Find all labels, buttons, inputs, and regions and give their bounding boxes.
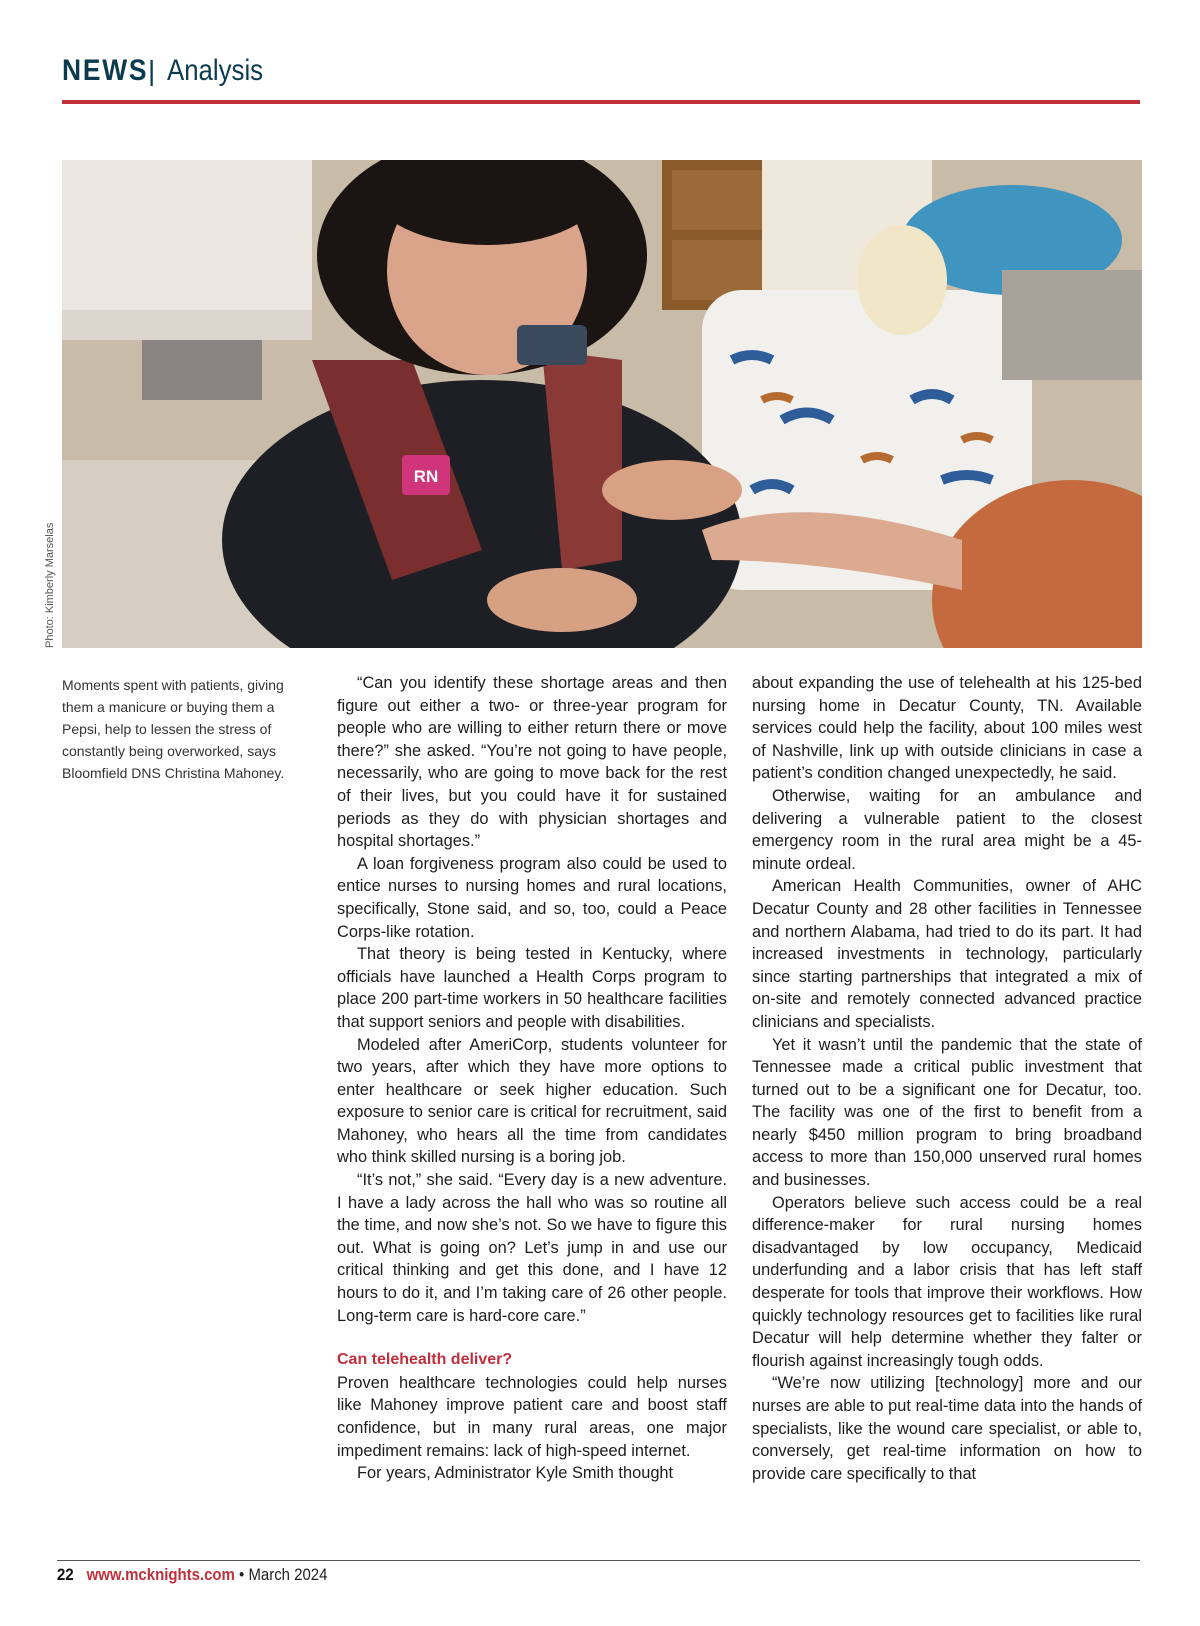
paragraph: “It’s not,” she said. “Every day is a new adventure. I have a lady across the hall who was so routine all the time, and now she’s not. So we have to figure this out. What is going on? Let’s jump in and use our critical thinking and get this done, and I have 12 hours to do it, and I’m taking care of 26 other people. Long-term care is hard-core care.”: [337, 1171, 727, 1325]
header-separator: |: [148, 55, 156, 86]
paragraph: Operators believe such access could be a real difference-maker for rural nursing homes disadvantaged by low occupancy, Medicaid underfunding and a labor crisis that has left staff desperate for tools that improve their workflows. How quickly technology resources get to facilities like rural Decatur will help determine whether they falter or flourish against increasingly tough odds.: [752, 1193, 1142, 1370]
footer-bullet: •: [239, 1565, 245, 1584]
page-footer: [57, 1565, 327, 1585]
article-column-1: [337, 672, 727, 1485]
paragraph: American Health Communities, owner of AHC Decatur County and 28 other facilities in Tennessee and northern Alabama, had tried to do its part. It had increased investments in technology, particularly since starting partnerships that integrated a mix of on-site and remotely connected advanced practice clinicians and specialists.: [752, 877, 1142, 1031]
footer-rule: [57, 1560, 1140, 1561]
paragraph: Proven healthcare technologies could help nurses like Mahoney improve patient care and boost staff confidence, but in many rural areas, one major impediment remains: lack of high-speed internet.: [337, 1373, 727, 1460]
article-photo: [62, 160, 1142, 648]
rn-badge: RN: [413, 467, 439, 486]
paragraph: “We’re now utilizing [technology] more and our nurses are able to put real-time data into the hands of specialists, like the wound care specialist, or able to, conversely, get real-time information on how to provide care specifically to that: [752, 1374, 1142, 1483]
website-link[interactable]: www.mcknights.com: [86, 1565, 235, 1584]
section-label: NEWS: [62, 54, 149, 87]
section-header: [62, 52, 1140, 104]
paragraph: A loan forgiveness program also could be used to entice nurses to nursing homes and rural locations, specifically, Stone said, and so, too, could a Peace Corps-like rotation.: [337, 854, 727, 941]
article-column-2: [752, 672, 1142, 1485]
paragraph: That theory is being tested in Kentucky, where officials have launched a Health Corps program to place 200 part-time workers in 50 healthcare facilities that support seniors and people with disabilities.: [337, 945, 727, 1031]
page-number: 22: [57, 1565, 74, 1584]
photo-illustration: [62, 160, 1142, 648]
subsection-label: Analysis: [167, 54, 264, 87]
issue-date: March 2024: [248, 1565, 328, 1584]
paragraph: Modeled after AmeriCorp, students volunteer for two years, after which they have more options to enter healthcare or seek higher education. Such exposure to senior care is critical for recruitment, said Mahoney, who hears all the time from candidates who think skilled nursing is a boring job.: [337, 1035, 727, 1167]
paragraph: about expanding the use of telehealth at his 125-bed nursing home in Decatur County, TN. Available services could help the facility, about 100 miles west of Nashville, link up with outside clinicians in case a patient’s condition changed unexpectedly, he said.: [752, 674, 1142, 783]
photo-caption: Moments spent with patients, giving them a manicure or buying them a Pepsi, help to lessen the stress of constantly being overworked, says Bloomfield DNS Christina Mahoney.: [62, 677, 285, 781]
photo-credit: Photo: Kimberly Marselas: [44, 522, 56, 648]
subheading: Can telehealth deliver?: [337, 1351, 513, 1369]
paragraph: For years, Administrator Kyle Smith thought: [357, 1464, 674, 1483]
paragraph: Otherwise, waiting for an ambulance and delivering a vulnerable patient to the closest emergency room in the rural area might be a 45-minute ordeal.: [752, 786, 1142, 873]
paragraph: “Can you identify these shortage areas and then figure out either a two- or three-year program for people who are willing to either return there or move there?” she asked. “You’re not going to have people, necessarily, who are going to move back for the rest of their lives, but you could have it for sustained periods as they do with physician shortages and hospital shortages.”: [337, 674, 727, 851]
paragraph: Yet it wasn’t until the pandemic that the state of Tennessee made a critical public investment that turned out to be a significant one for Decatur, too. The facility was one of the first to benefit from a nearly $450 million program to bring broadband access to more than 150,000 unserved rural homes and businesses.: [752, 1035, 1142, 1190]
